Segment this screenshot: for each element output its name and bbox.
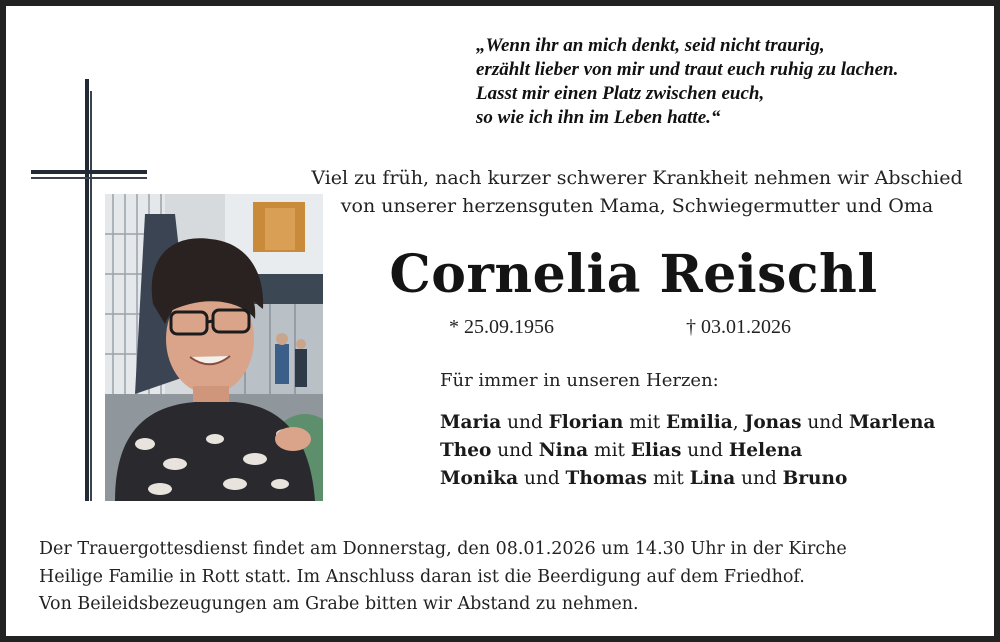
mourners-row (440, 437, 935, 465)
intro-line: Viel zu früh, nach kurzer schwerer Krankheit nehmen wir Abschied (311, 167, 963, 189)
mourner-name: Nina (538, 440, 589, 461)
mourner-connector: mit (588, 440, 631, 461)
memorial-quote (476, 34, 996, 130)
service-line: Von Beileidsbezeugungen am Grabe bitten wir Abstand zu nehmen. (39, 594, 639, 614)
mourner-connector: und (681, 440, 729, 461)
intro-text (292, 164, 982, 220)
service-line: Der Trauergottesdienst findet am Donnerstag, den 08.01.2026 um 14.30 Uhr in der Kirche (39, 539, 847, 559)
mourner-connector: und (735, 468, 783, 489)
service-info (39, 536, 989, 619)
mourners-row (440, 465, 935, 493)
service-line: Heilige Familie in Rott statt. Im Anschluss daran ist die Beerdigung auf dem Friedhof. (39, 566, 805, 587)
cross-horizontal-shadow (31, 177, 147, 179)
mourner-connector: und (491, 440, 539, 461)
mourner-name: Florian (548, 412, 624, 433)
mourner-name: Monika (440, 468, 519, 489)
mourner-name: Elias (630, 440, 682, 461)
mourners-heading: Für immer in unseren Herzen: (440, 370, 719, 391)
mourner-name: Lina (689, 468, 736, 489)
mourners-row (440, 409, 935, 437)
mourner-name: Marlena (848, 412, 936, 433)
birth-date: * 25.09.1956 (449, 316, 554, 338)
mourner-connector: mit (623, 412, 667, 433)
death-date: † 03.01.2026 (686, 316, 791, 338)
quote-line: Lasst mir einen Platz zwischen euch, (476, 83, 765, 104)
cross-vertical-bar (85, 79, 89, 501)
portrait-illustration (105, 194, 323, 501)
mourner-connector: mit (647, 468, 690, 489)
quote-line: „Wenn ihr an mich denkt, seid nicht traurig, (476, 35, 825, 56)
mourner-name: Helena (728, 440, 803, 461)
cross-vertical-shadow (90, 91, 92, 501)
mourner-name: Jonas (744, 412, 802, 433)
mourner-name: Emilia (666, 412, 733, 433)
mourner-connector: und (801, 412, 849, 433)
cross-horizontal-bar (31, 170, 147, 174)
mourner-name: Maria (440, 412, 502, 433)
intro-line: von unserer herzensguten Mama, Schwiegermutter und Oma (340, 195, 934, 217)
mourner-name: Theo (440, 440, 492, 461)
mourner-connector: und (518, 468, 566, 489)
mourner-connector: und (501, 412, 549, 433)
mourner-connector: , (732, 412, 745, 433)
deceased-name: Cornelia Reischl (389, 244, 878, 305)
quote-line: so wie ich ihn im Leben hatte.“ (476, 107, 721, 128)
portrait-photo (105, 194, 323, 501)
mourner-name: Bruno (782, 468, 848, 489)
mourner-name: Thomas (565, 468, 648, 489)
mourners-list (440, 409, 935, 493)
quote-line: erzählt lieber von mir und traut euch ruhig zu lachen. (476, 59, 899, 80)
